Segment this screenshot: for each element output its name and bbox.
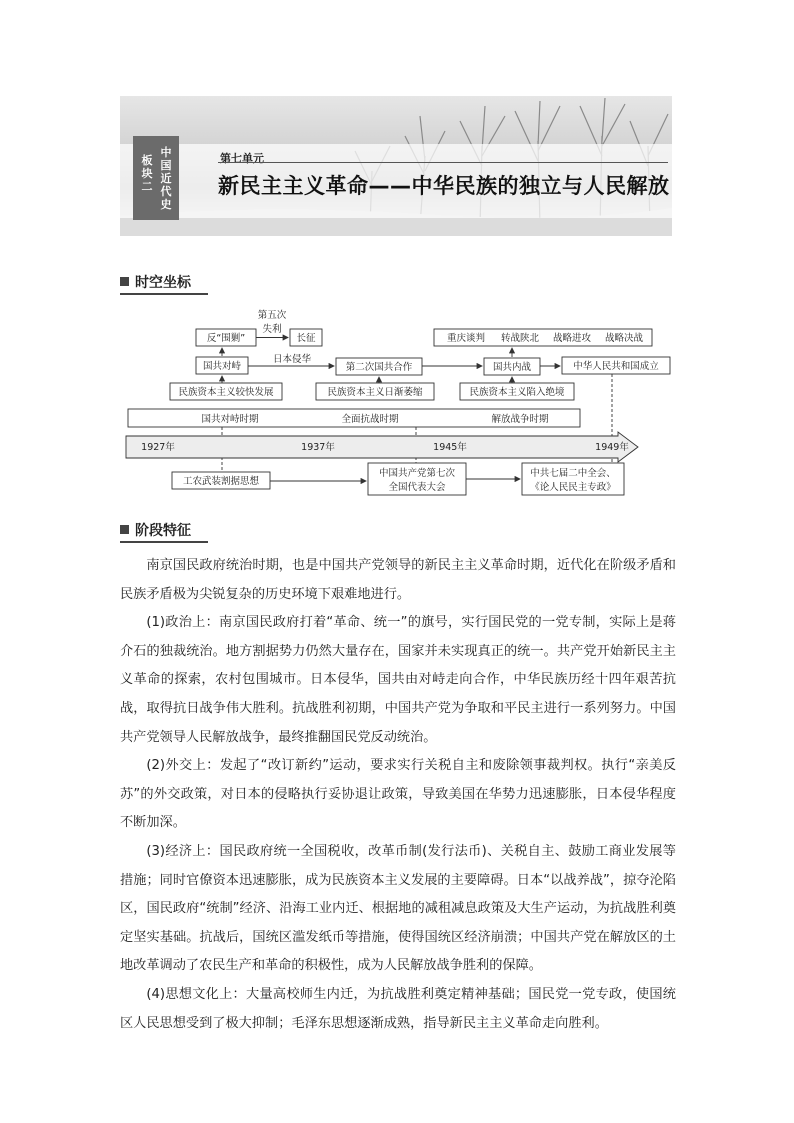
section-underline [120, 541, 208, 543]
year-1949: 1949年 [595, 442, 629, 453]
section-heading-features [120, 520, 191, 540]
text-second-cooperation: 第二次国共合作 [345, 362, 413, 373]
year-1927: 1927年 [141, 442, 175, 453]
text-decisive: 战略决战 [604, 333, 644, 344]
text-chongqing: 重庆谈判 [446, 333, 486, 344]
text-anti-encirclement: 反“围剿” [206, 333, 246, 344]
section-heading-text: 阶段特征 [135, 523, 191, 539]
section-square-icon [120, 277, 129, 286]
section-square-icon [120, 525, 129, 534]
year-1937: 1937年 [301, 442, 335, 453]
text-prc-founded: 中华人民共和国成立 [573, 361, 659, 372]
module-label [133, 136, 179, 220]
text-civil-war: 国共内战 [492, 362, 532, 373]
text-capitalism-fast: 民族资本主义较快发展 [178, 387, 274, 398]
text-period-liberation: 解放战争时期 [491, 414, 549, 425]
paragraph-economy: (3)经济上：国民政府统一全国税收，改革币制(发行法币)、关税自主、鼓励工商业发展等措施；同时官僚资本迅速膨胀，成为民族资本主义发展的主要障碍。日本“以战养战”，掠夺沦陷区，国民政府“统制”经济、沿海工业内迁、根据地的减租减息政策及大生产运动，为抗战胜利奠定坚实基础。抗战后，国统区滥发纸币等措施，使得国统区经济崩溃；中国共产党在解放区的土地改革调动了农民生产和革命的积极性，成为人民解放战争胜利的保障。 [120, 843, 676, 974]
timeline-diagram [120, 300, 676, 505]
unit-title: 新民主主义革命——中华民族的独立与人民解放 [218, 174, 670, 198]
text-second-plenum-2: 《论人民民主专政》 [530, 482, 616, 493]
text-period-war: 全面抗战时期 [341, 414, 399, 425]
text-capitalism-decline: 民族资本主义日渐萎缩 [327, 387, 423, 398]
text-worker-peasant: 工农武装割据思想 [182, 476, 260, 487]
label-japan-invasion: 日本侵华 [272, 354, 312, 365]
text-seventh-congress-2: 全国代表大会 [388, 482, 446, 493]
text-capitalism-desperate: 民族资本主义陷入绝境 [469, 387, 565, 398]
text-period-confront: 国共对峙时期 [201, 414, 259, 425]
paragraph-culture: (4)思想文化上：大量高校师生内迁，为抗战胜利奠定精神基础；国民党一党专政，使国统区人民思想受到了极大抑制；毛泽东思想逐渐成熟，指导新民主主义革命走向胜利。 [120, 986, 676, 1031]
module-label-subject: 中国近代史 [160, 146, 172, 211]
text-second-plenum-1: 中共七届二中全会、 [530, 468, 616, 479]
module-label-number: 板块二 [141, 154, 153, 193]
text-long-march: 长征 [296, 333, 316, 344]
paragraph-intro: 南京国民政府统治时期，也是中国共产党领导的新民主主义革命时期，近代化在阶级矛盾和民族矛盾极为尖锐复杂的历史环境下艰难地进行。 [120, 558, 676, 602]
section-heading-timeline [120, 272, 191, 292]
unit-banner [120, 96, 672, 236]
text-seventh-congress-1: 中国共产党第七次 [378, 468, 456, 479]
paragraph-diplomacy: (2)外交上：发起了“改订新约”运动，要求实行关税自主和废除领事裁判权。执行“亲美反苏”的外交政策，对日本的侵略执行妥协退让政策，导致美国在华势力迅速膨胀，日本侵华程度不断加深。 [120, 758, 676, 831]
unit-divider [218, 162, 668, 163]
text-shaanbei: 转战陕北 [500, 333, 540, 344]
text-offensive: 战略进攻 [552, 333, 592, 344]
text-kmt-ccp-confront: 国共对峙 [202, 361, 242, 372]
stage-features-body [120, 552, 676, 1038]
label-defeat: 失利 [262, 324, 282, 335]
section-underline [120, 293, 208, 295]
label-fifth: 第五次 [257, 310, 287, 321]
year-1945: 1945年 [433, 442, 467, 453]
section-heading-text: 时空坐标 [135, 275, 191, 291]
unit-number: 第七单元 [220, 152, 264, 165]
paragraph-politics: (1)政治上：南京国民政府打着“革命、统一”的旗号，实行国民党的一党专制，实际上是蒋介石的独裁统治。地方割据势力仍然大量存在，国家并未实现真正的统一。共产党开始新民主主义革命的探索，农村包围城市。日本侵华，国共由对峙走向合作，中华民族历经十四年艰苦抗战，取得抗日战争伟大胜利。抗战胜利初期，中国共产党为争取和平民主进行一系列努力。中国共产党领导人民解放战争，最终推翻国民党反动统治。 [120, 615, 676, 745]
